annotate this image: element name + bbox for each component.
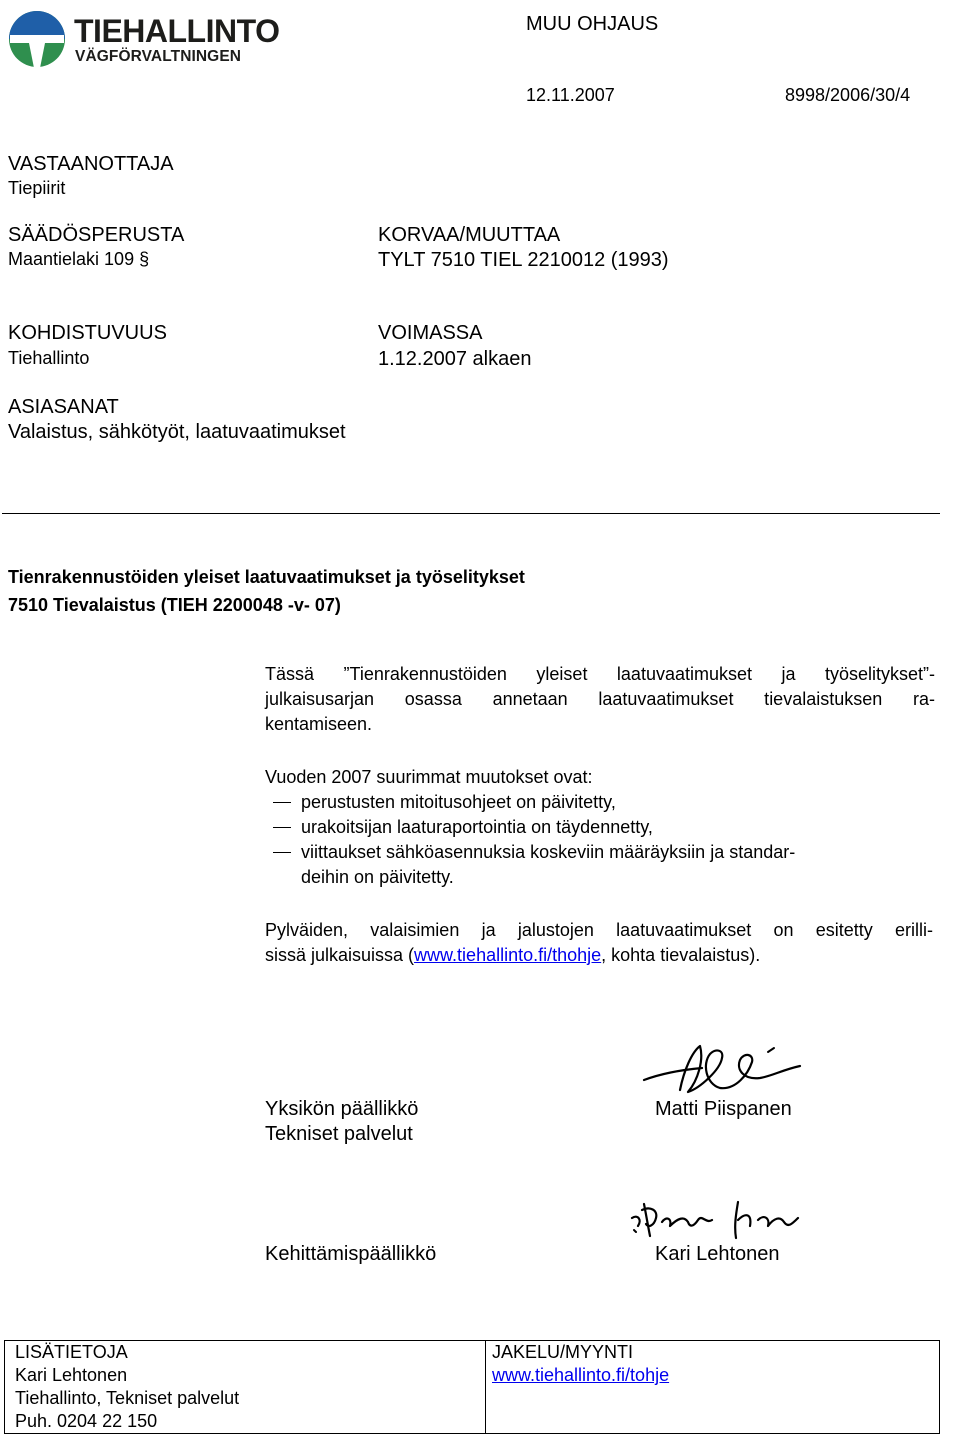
footer-info-phone: Puh. 0204 22 150 — [15, 1411, 158, 1431]
intro-line: Tässä ”Tienrakennustöiden yleiset laatuvaatimukset ja työselitykset”- — [265, 664, 935, 684]
recipient-label: VASTAANOTTAJA — [8, 153, 174, 175]
keywords-label: ASIASANAT — [8, 396, 119, 418]
other-publications-line: Pylväiden, valaisimien ja jalustojen laatuvaatimukset on esitetty erilli- — [265, 920, 933, 940]
list-item-continuation — [265, 865, 915, 890]
dash-bullet-icon — [273, 802, 291, 803]
list-item-text: deihin on päivitetty. — [301, 867, 454, 887]
changes-list — [265, 790, 915, 890]
valid-value: 1.12.2007 alkaen — [378, 348, 532, 370]
doc-date: 12.11.2007 — [526, 85, 615, 105]
signer1-unit: Tekniset palvelut — [265, 1123, 413, 1145]
replaces-value: TYLT 7510 TIEL 2210012 (1993) — [378, 249, 669, 271]
footer-info-label: LISÄTIETOJA — [15, 1342, 128, 1362]
other-publications-line — [265, 943, 933, 968]
doc-type: MUU OHJAUS — [526, 13, 659, 35]
document-title: Tienrakennustöiden yleiset laatuvaatimukset ja työselitykset — [8, 567, 525, 587]
footer-distribution-link[interactable]: www.tiehallinto.fi/tohje — [492, 1365, 670, 1385]
footer-distribution-column — [486, 1341, 940, 1433]
list-item-text: perustusten mitoitusohjeet on päivitetty, — [301, 792, 616, 812]
signature-matti-piispanen — [640, 1040, 810, 1098]
target-label: KOHDISTUVUUS — [8, 322, 167, 344]
signer1-title: Yksikön päällikkö — [265, 1098, 419, 1120]
section-divider — [2, 513, 940, 514]
keywords-value: Valaistus, sähkötyöt, laatuvaatimukset — [8, 421, 346, 443]
intro-line: kentamiseen. — [265, 714, 373, 734]
legal-basis-value: Maantielaki 109 § — [8, 249, 150, 269]
list-item — [265, 840, 915, 865]
dash-bullet-icon — [273, 827, 291, 828]
intro-line: julkaisusarjan osassa annetaan laatuvaatimukset tievalaistuksen ra- — [265, 689, 935, 709]
list-item-text: urakoitsijan laaturaportointia on täydennetty, — [301, 817, 653, 837]
signer2-title: Kehittämispäällikkö — [265, 1243, 437, 1265]
doc-number: 8998/2006/30/4 — [785, 85, 911, 105]
tiehallinto-logo — [8, 10, 280, 72]
recipient-value: Tiepiirit — [8, 178, 66, 198]
changes-heading: Vuoden 2007 suurimmat muutokset ovat: — [265, 767, 593, 787]
list-item — [265, 790, 915, 815]
signature-kari-lehtonen — [628, 1196, 808, 1244]
other-publications-prefix: sissä julkaisuissa ( — [265, 945, 415, 965]
footer-info-name: Kari Lehtonen — [15, 1365, 128, 1385]
list-item-text: viittaukset sähköasennuksia koskeviin määräyksiin ja standar- — [301, 842, 796, 862]
other-publications-suffix: , kohta tievalaistus). — [601, 945, 761, 965]
target-value: Tiehallinto — [8, 348, 90, 368]
signer2-name: Kari Lehtonen — [655, 1243, 780, 1265]
dash-bullet-icon — [273, 852, 291, 853]
other-publications-paragraph — [265, 918, 933, 968]
list-item — [265, 815, 915, 840]
footer-distribution-label: JAKELU/MYYNTI — [492, 1342, 634, 1362]
signer1-name: Matti Piispanen — [655, 1098, 792, 1120]
legal-basis-label: SÄÄDÖSPERUSTA — [8, 224, 185, 246]
tiehallinto-emblem-icon — [8, 10, 66, 68]
valid-label: VOIMASSA — [378, 322, 483, 344]
document-subtitle: 7510 Tievalaistus (TIEH 2200048 -v- 07) — [8, 595, 341, 615]
footer-contact-column — [5, 1341, 486, 1433]
footer-box — [4, 1340, 940, 1434]
intro-paragraph — [265, 662, 935, 737]
logo-subtitle: VÄGFÖRVALTNINGEN — [75, 48, 242, 65]
instructions-link[interactable]: www.tiehallinto.fi/thohje — [414, 945, 602, 965]
footer-info-org: Tiehallinto, Tekniset palvelut — [15, 1388, 240, 1408]
logo-name: TIEHALLINTO — [74, 13, 280, 49]
replaces-label: KORVAA/MUUTTAA — [378, 224, 561, 246]
